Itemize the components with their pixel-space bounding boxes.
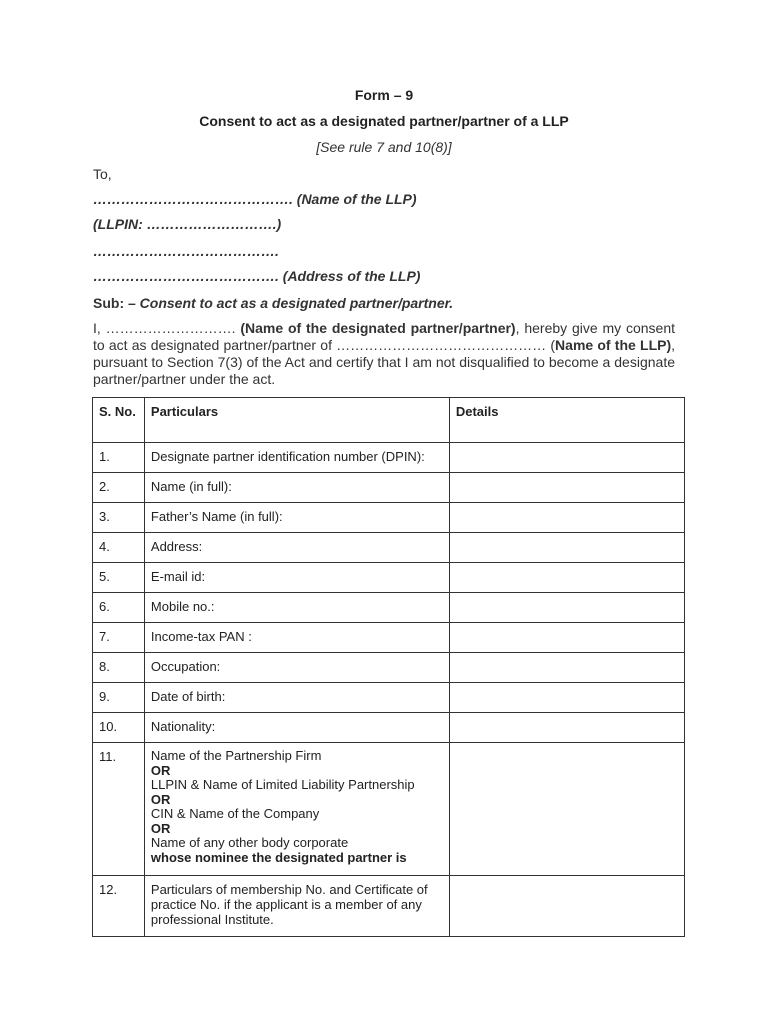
form-number: Form – 9 <box>354 87 414 103</box>
header-details: Details <box>449 398 684 443</box>
row-particular: Income-tax PAN : <box>144 623 449 653</box>
row-detail-cell <box>449 563 684 593</box>
row-number: 5. <box>93 563 145 593</box>
header-sno: S. No. <box>93 398 145 443</box>
row-number: 12. <box>93 876 145 937</box>
body-corporate-text: Name of any other body corporate <box>150 835 349 850</box>
table-row <box>93 593 685 623</box>
or-separator: OR <box>150 791 171 807</box>
subject-line <box>93 295 453 311</box>
partnership-firm-text: Name of the Partnership Firm <box>150 748 322 763</box>
declaration-bold-1: (Name of the designated partner/partner) <box>240 320 516 336</box>
table-row <box>93 443 685 473</box>
form-title: Consent to act as a designated partner/partner of a LLP <box>199 113 569 129</box>
table-row <box>93 473 685 503</box>
table-row <box>93 623 685 653</box>
row-particular: E-mail id: <box>144 563 449 593</box>
row-particular: Date of birth: <box>144 683 449 713</box>
subject-text: Consent to act as a designated partner/partner. <box>139 295 454 311</box>
llpin-line: (LLPIN: ……………………….) <box>93 216 282 232</box>
row-detail-cell <box>449 876 684 937</box>
nominee-text: whose nominee the designated partner is <box>150 849 407 865</box>
row-particular: Father’s Name (in full): <box>144 503 449 533</box>
row-particular: Particulars of membership No. and Certificate of practice No. if the applicant is a member of any professional Institute. <box>144 876 449 937</box>
row-detail-cell <box>449 743 684 876</box>
table-row <box>93 683 685 713</box>
row-detail-cell <box>449 443 684 473</box>
address-line-1: …………………………………. <box>93 243 279 259</box>
table-row <box>93 653 685 683</box>
row-detail-cell <box>449 593 684 623</box>
llpin-llp-text: LLPIN & Name of Limited Liability Partnership <box>150 777 415 792</box>
row-number: 8. <box>93 653 145 683</box>
row-particular: Mobile no.: <box>144 593 449 623</box>
declaration-part-2: , hereby give my consent to act as designated partner/partner of ……………………………………… ( <box>93 320 676 353</box>
llp-name-line: ……………………………………. (Name of the LLP) <box>93 191 417 207</box>
row-number: 1. <box>93 443 145 473</box>
address-line-2: …………………………………. (Address of the LLP) <box>93 268 421 284</box>
to-label: To, <box>93 166 112 182</box>
table-row <box>93 503 685 533</box>
subject-prefix: Sub: – <box>93 295 140 311</box>
row-detail-cell <box>449 503 684 533</box>
row-number: 4. <box>93 533 145 563</box>
declaration-part-1: I, ………………………. <box>93 320 241 336</box>
or-separator: OR <box>150 820 171 836</box>
rule-reference: [See rule 7 and 10(8)] <box>316 139 452 155</box>
table-row <box>93 876 685 937</box>
or-separator: OR <box>150 762 171 778</box>
particulars-table <box>92 397 685 937</box>
row-number: 10. <box>93 713 145 743</box>
declaration-paragraph <box>93 320 675 388</box>
row-particular: Nationality: <box>144 713 449 743</box>
table-row <box>93 743 685 876</box>
declaration-bold-2: Name of the LLP) <box>555 337 672 353</box>
row-detail-cell <box>449 623 684 653</box>
declaration-part-3: , pursuant to Section 7(3) of the Act and certify that I am not disqualified to become a designate partner/partner under the act. <box>93 337 676 387</box>
row-detail-cell <box>449 713 684 743</box>
cin-company-text: CIN & Name of the Company <box>150 806 320 821</box>
table-header-row <box>93 398 685 443</box>
row-detail-cell <box>449 683 684 713</box>
row-number: 6. <box>93 593 145 623</box>
header-particulars: Particulars <box>144 398 449 443</box>
row-number: 11. <box>93 743 145 876</box>
table-row <box>93 563 685 593</box>
row-number: 9. <box>93 683 145 713</box>
row-particular-nominee <box>144 743 449 876</box>
row-detail-cell <box>449 473 684 503</box>
row-particular: Occupation: <box>144 653 449 683</box>
row-particular: Address: <box>144 533 449 563</box>
table-row <box>93 713 685 743</box>
row-number: 3. <box>93 503 145 533</box>
row-detail-cell <box>449 653 684 683</box>
row-detail-cell <box>449 533 684 563</box>
table-row <box>93 533 685 563</box>
row-particular: Name (in full): <box>144 473 449 503</box>
row-number: 2. <box>93 473 145 503</box>
row-particular: Designate partner identification number (DPIN): <box>144 443 449 473</box>
row-number: 7. <box>93 623 145 653</box>
